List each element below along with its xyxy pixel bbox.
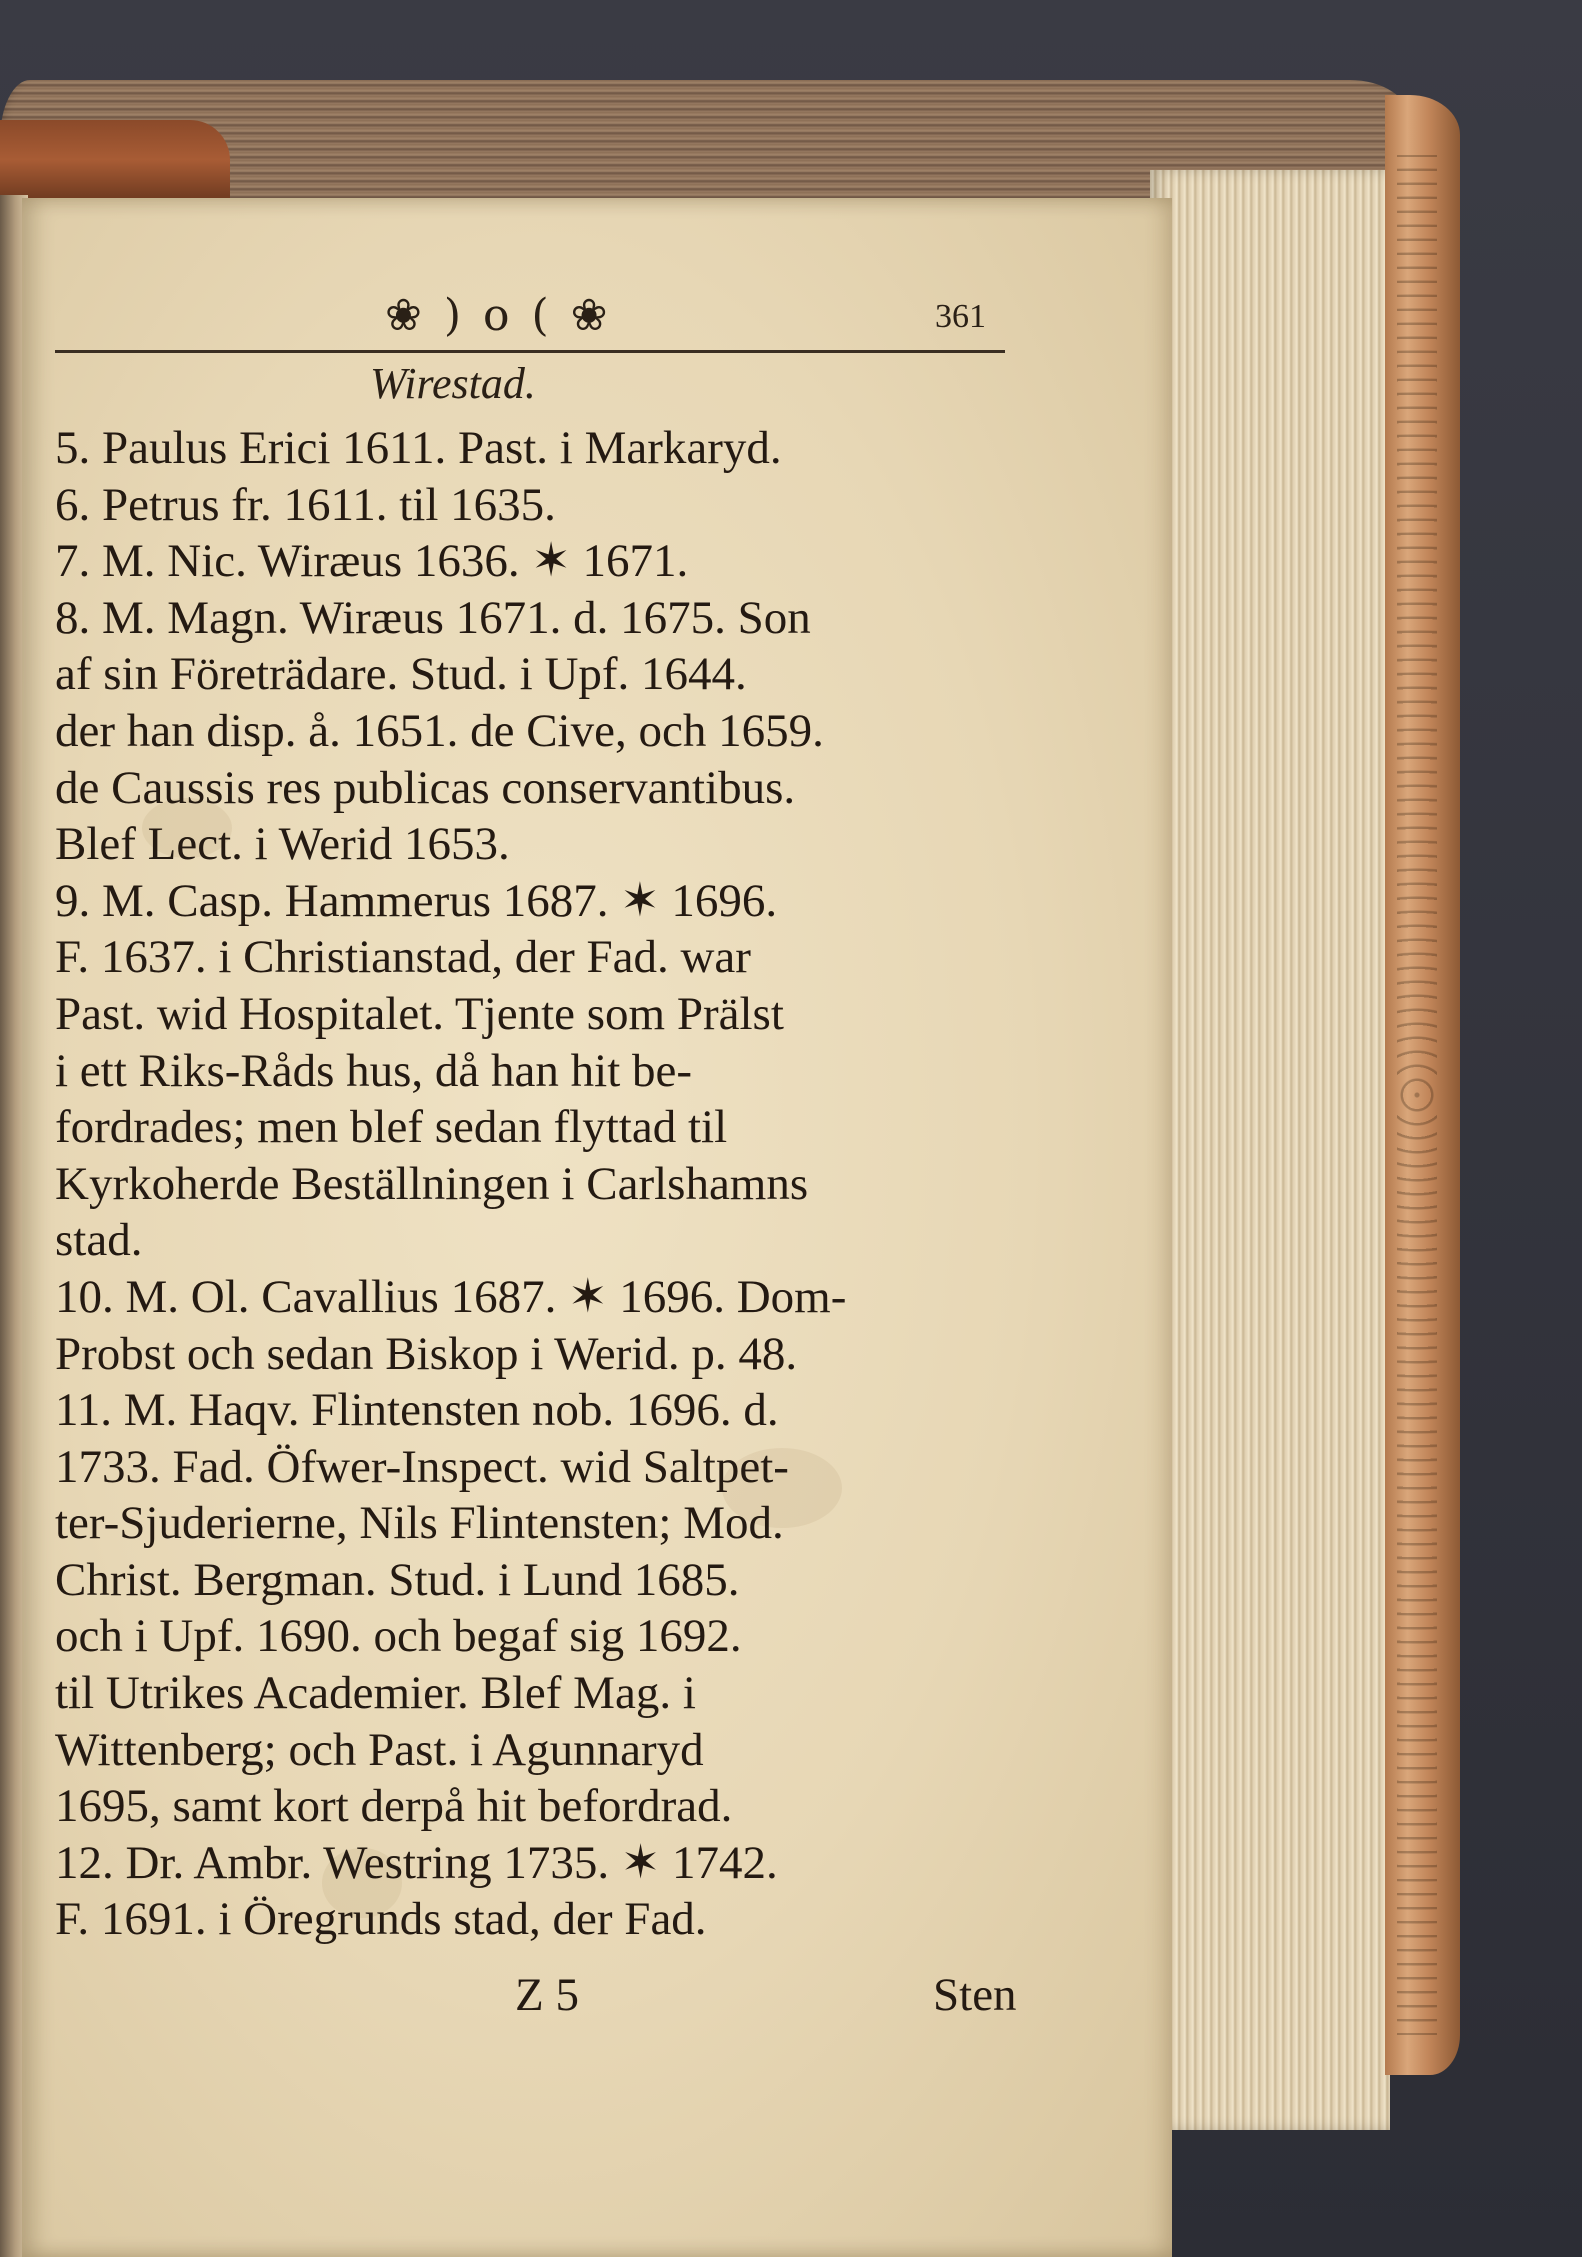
text-line: 9. M. Casp. Hammerus 1687. ✶ 1696.	[55, 874, 778, 927]
leather-cover-right	[1385, 95, 1460, 2075]
text-line: och i Upf. 1690. och begaf sig 1692.	[55, 1610, 742, 1663]
text-line: 1733. Fad. Öfwer-Inspect. wid Saltpet-	[55, 1440, 789, 1493]
text-line: 7. M. Nic. Wiræus 1636. ✶ 1671.	[55, 535, 689, 588]
text-line: 8. M. Magn. Wiræus 1671. d. 1675. Son	[55, 591, 811, 644]
text-line: 10. M. Ol. Cavallius 1687. ✶ 1696. Dom-	[55, 1270, 847, 1323]
text-line: F. 1637. i Christianstad, der Fad. war	[55, 931, 751, 984]
text-line: Blef Lect. i Werid 1653.	[55, 818, 510, 871]
text-line: de Caussis res publicas conservantibus.	[55, 761, 796, 814]
text-line: af sin Företrädare. Stud. i Upf. 1644.	[55, 648, 747, 701]
signature-mark: Z 5	[515, 1969, 579, 2021]
page-footer	[55, 1968, 1030, 2028]
catchword: Sten	[933, 1969, 1017, 2021]
text-line: 12. Dr. Ambr. Westring 1735. ✶ 1742.	[55, 1836, 778, 1889]
head-ornament: ❀ ) o ( ❀	[385, 290, 612, 341]
leather-cover-top	[0, 120, 230, 200]
text-line: F. 1691. i Öregrunds stad, der Fad.	[55, 1893, 707, 1946]
text-line: Wittenberg; och Past. i Agunnaryd	[55, 1723, 704, 1776]
head-rule	[55, 350, 1005, 353]
text-line: Christ. Bergman. Stud. i Lund 1685.	[55, 1553, 740, 1606]
text-line: fordrades; men blef sedan flyttad til	[55, 1101, 728, 1154]
text-line: stad.	[55, 1214, 143, 1267]
running-head	[55, 290, 1015, 350]
text-line: Kyrkoherde Beställningen i Carlshamns	[55, 1157, 809, 1210]
text-line: der han disp. å. 1651. de Cive, och 1659.	[55, 704, 824, 757]
text-line: til Utrikes Academier. Blef Mag. i	[55, 1667, 696, 1720]
text-line: 1695, samt kort derpå hit befordrad.	[55, 1780, 733, 1833]
section-title: Wirestad.	[370, 359, 536, 408]
body-text	[55, 420, 1030, 1948]
text-line: Past. wid Hospitalet. Tjente som Prälst	[55, 987, 784, 1040]
text-line: Probst och sedan Biskop i Werid. p. 48.	[55, 1327, 798, 1380]
text-line: ter-Sjuderierne, Nils Flintensten; Mod.	[55, 1497, 784, 1550]
text-line: i ett Riks-Råds hus, då han hit be-	[55, 1044, 693, 1097]
text-line: 5. Paulus Erici 1611. Past. i Markaryd.	[55, 422, 782, 474]
text-line: 11. M. Haqv. Flintensten nob. 1696. d.	[55, 1384, 779, 1437]
page-stack-edge	[1150, 170, 1390, 2130]
text-line: 6. Petrus fr. 1611. til 1635.	[55, 478, 556, 531]
page-number: 361	[935, 298, 986, 335]
